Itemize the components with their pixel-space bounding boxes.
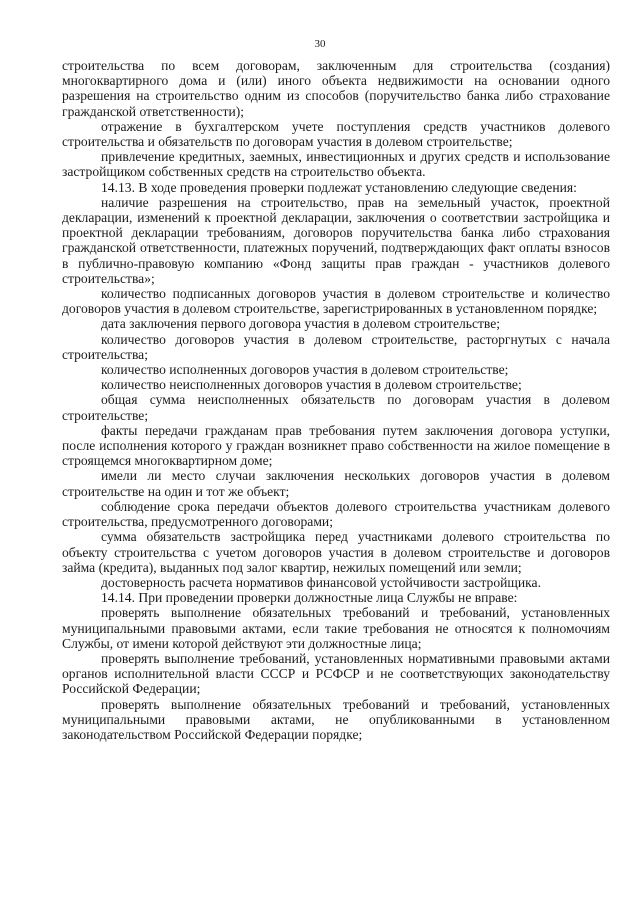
document-body: [62, 58, 610, 742]
paragraph: имели ли место случаи заключения нескольких договоров участия в долевом строительстве на один и тот же объект;: [62, 468, 610, 499]
paragraph: привлечение кредитных, заемных, инвестиционных и других средств и использование застройщиком собственных средств на строительство объекта.: [62, 149, 610, 180]
paragraph: проверять выполнение требований, установленных нормативными правовыми актами органов исполнительной власти СССР и РСФСР и не соответствующих законодательству Российской Федерации;: [62, 650, 610, 697]
paragraph: факты передачи гражданам прав требования путем заключения договора уступки, после исполнения которого у граждан возникнет право собственности на жилое помещение в строящемся многоквартирном доме;: [62, 422, 610, 469]
paragraph: отражение в бухгалтерском учете поступления средств участников долевого строительства и обязательств по договорам участия в долевом строительстве;: [62, 118, 610, 150]
paragraph: количество неисполненных договоров участия в долевом строительстве;: [101, 377, 522, 393]
paragraph: наличие разрешения на строительство, прав на земельный участок, проектной декларации, изменений к проектной декларации, заключения о соответствии застройщика и проектной декларации требованиям, договоров поручительства банка либо страхования гражданской ответственности, платежных поручений, подтверждающих факт оплаты взносов в публично-правовую компанию «Фонд защиты прав граждан - участников долевого строительства»;: [62, 194, 610, 286]
paragraph: 14.14. При проведении проверки должностные лица Службы не вправе:: [101, 590, 518, 606]
paragraph: количество исполненных договоров участия в долевом строительстве;: [101, 362, 509, 378]
paragraph: строительства по всем договорам, заключенным для строительства (создания) многоквартирного дома и (или) иного объекта недвижимости на основании одного разрешения на строительство одним из способов (поручительство банка либо страхование гражданской ответственности);: [62, 58, 610, 119]
paragraph: количество подписанных договоров участия в долевом строительстве и количество договоров участия в долевом строительстве, зарегистрированных в установленном порядке;: [62, 286, 610, 317]
paragraph: дата заключения первого договора участия в долевом строительстве;: [101, 316, 501, 332]
paragraph: сумма обязательств застройщика перед участниками долевого строительства по объекту строительства с учетом договоров участия в долевом строительстве и договоров займа (кредита), выданных под залог квартир, нежилых помещений или земли;: [62, 529, 610, 575]
paragraph: общая сумма неисполненных обязательств по договорам участия в долевом строительстве;: [62, 392, 610, 423]
paragraph: достоверность расчета нормативов финансовой устойчивости застройщика.: [101, 574, 541, 590]
paragraph: количество договоров участия в долевом строительстве, расторгнутых с начала строительства;: [62, 331, 610, 362]
paragraph: проверять выполнение обязательных требований и требований, установленных муниципальными правовыми актами, не опубликованными в установленном законодательством Российской Федерации порядке;: [62, 696, 610, 742]
page-number: 30: [314, 38, 326, 50]
paragraph: проверять выполнение обязательных требований и требований, установленных муниципальными правовыми актами, если такие требования не относятся к полномочиям Службы, от имени которой действуют эти должностные лица;: [62, 605, 610, 651]
paragraph: 14.13. В ходе проведения проверки подлежат установлению следующие сведения:: [101, 179, 577, 195]
paragraph: соблюдение срока передачи объектов долевого строительства участникам долевого строительства, предусмотренного договорами;: [62, 498, 610, 530]
